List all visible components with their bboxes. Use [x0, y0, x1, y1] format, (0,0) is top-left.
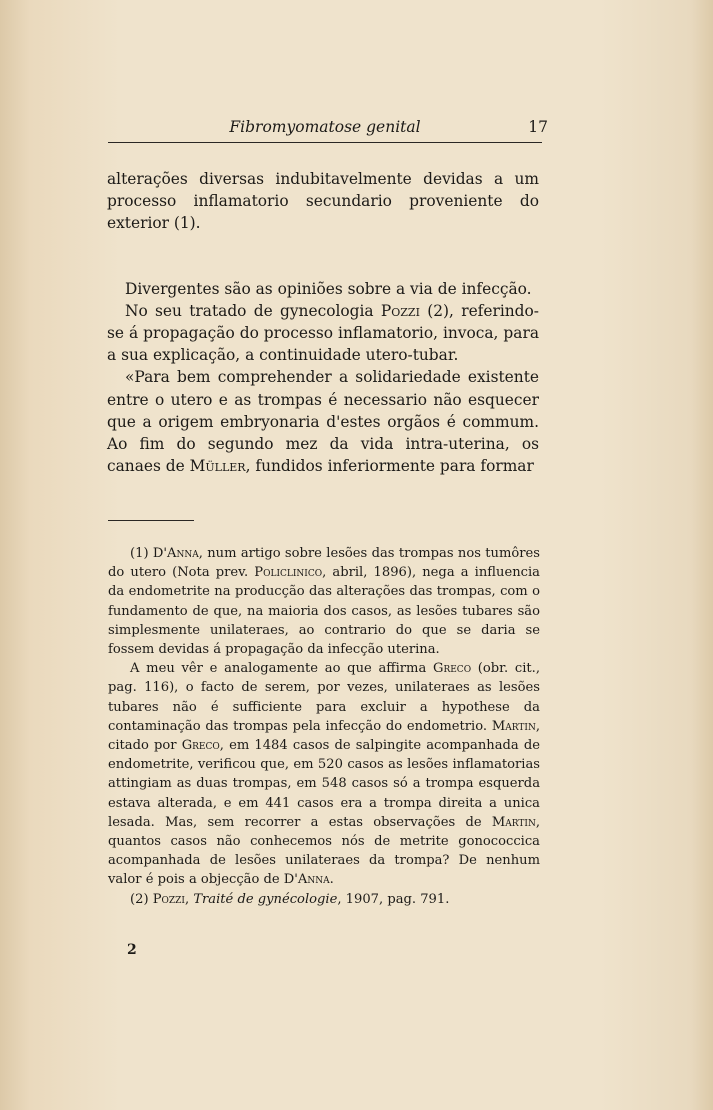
running-title: Fibromyomatose genital — [229, 118, 421, 136]
text-run: , abril, 1896), nega a influencia da endometrite na producção das alterações das trompas, com o fundamento de que, na maioria dos casos, as lesões tubares são simplesmente unilateraes, ao contrario do que se daria se fossem devidas á propagação da infecção uterina. — [108, 565, 540, 658]
text-run: (2), referindo-se á propagação do processo inflamatorio, invoca, para a sua explicação, a continuidade utero-tubar. — [107, 301, 539, 365]
text-run: «Para bem comprehender a solidariedade existente entre o utero e as trompas é necessario não esquecer que a origem embryonaria d'estes orgãos é commum. Ao fim do segundo mez da vida intra-uterina, os canaes de — [107, 368, 539, 476]
author-name: Pozzi — [380, 301, 420, 320]
author-name: Greco — [181, 738, 220, 754]
paragraph-3 — [107, 300, 539, 367]
footnote-separator — [108, 520, 194, 521]
author-name: Martin — [491, 814, 536, 830]
text-run: , num artigo sobre lesões das trompas nos tumôres do utero (Nota prev. — [108, 546, 540, 581]
book-title: Traité de gynécologie — [193, 891, 338, 907]
text-run: , quantos casos não conhecemos nós de metrite gonococcica acompanhada de lesões unilateraes da trompa? De nenhum valor é pois a objecção de — [108, 814, 540, 888]
author-name: Greco — [433, 661, 472, 677]
author-name: Pozzi — [152, 891, 185, 907]
author-name: Martin — [491, 718, 536, 734]
footnotes — [108, 544, 540, 909]
paragraph-4 — [107, 366, 539, 477]
footnote-2 — [108, 890, 540, 909]
footnote-marker: (1) — [130, 546, 153, 561]
page-number: 17 — [528, 118, 548, 136]
author-name: D'Anna — [283, 872, 330, 888]
text-run: A meu vêr e analogamente ao que affirma — [130, 661, 433, 677]
footnote-1-continuation — [108, 659, 540, 889]
main-text — [107, 168, 539, 477]
text-run: , fundidos inferiormente para formar — [245, 457, 534, 476]
text-run: No seu tratado de gynecologia — [125, 301, 381, 320]
text-run: , — [184, 891, 194, 907]
text-run: , citado por — [108, 718, 540, 754]
text-run: , em 1484 casos de salpingite acompanhada de endometrite, verificou que, em 520 casos as lesões inflamatorias attingiam as duas trompas, em 548 casos só a trompa esquerda estava alterada, e em 441 casos era a trompa direita a unica lesada. Mas, sem recorrer a estas observações de — [108, 738, 540, 830]
text-run: (obr. cit., pag. 116), o facto de serem, por vezes, unilateraes as lesões tubares não é sufficiente para excluir a hypothese da contaminação das trompas pela infecção do endometrio. — [108, 661, 540, 734]
text-run: . — [329, 872, 334, 888]
paragraph-2: Divergentes são as opiniões sobre a via de infecção. — [125, 279, 532, 298]
footnote-marker: (2) — [130, 891, 153, 907]
signature-mark: 2 — [127, 942, 137, 958]
footnote-1 — [108, 544, 540, 659]
paragraph-1: alterações diversas indubitavelmente devidas a um processo inflamatorio secundario proveniente do exterior (1). — [107, 170, 539, 233]
text-run: , 1907, pag. 791. — [337, 891, 450, 907]
journal-name: Policlinico — [254, 565, 323, 581]
author-name: D'Anna — [152, 546, 199, 561]
running-header — [108, 118, 548, 143]
author-name: Müller — [189, 457, 246, 476]
